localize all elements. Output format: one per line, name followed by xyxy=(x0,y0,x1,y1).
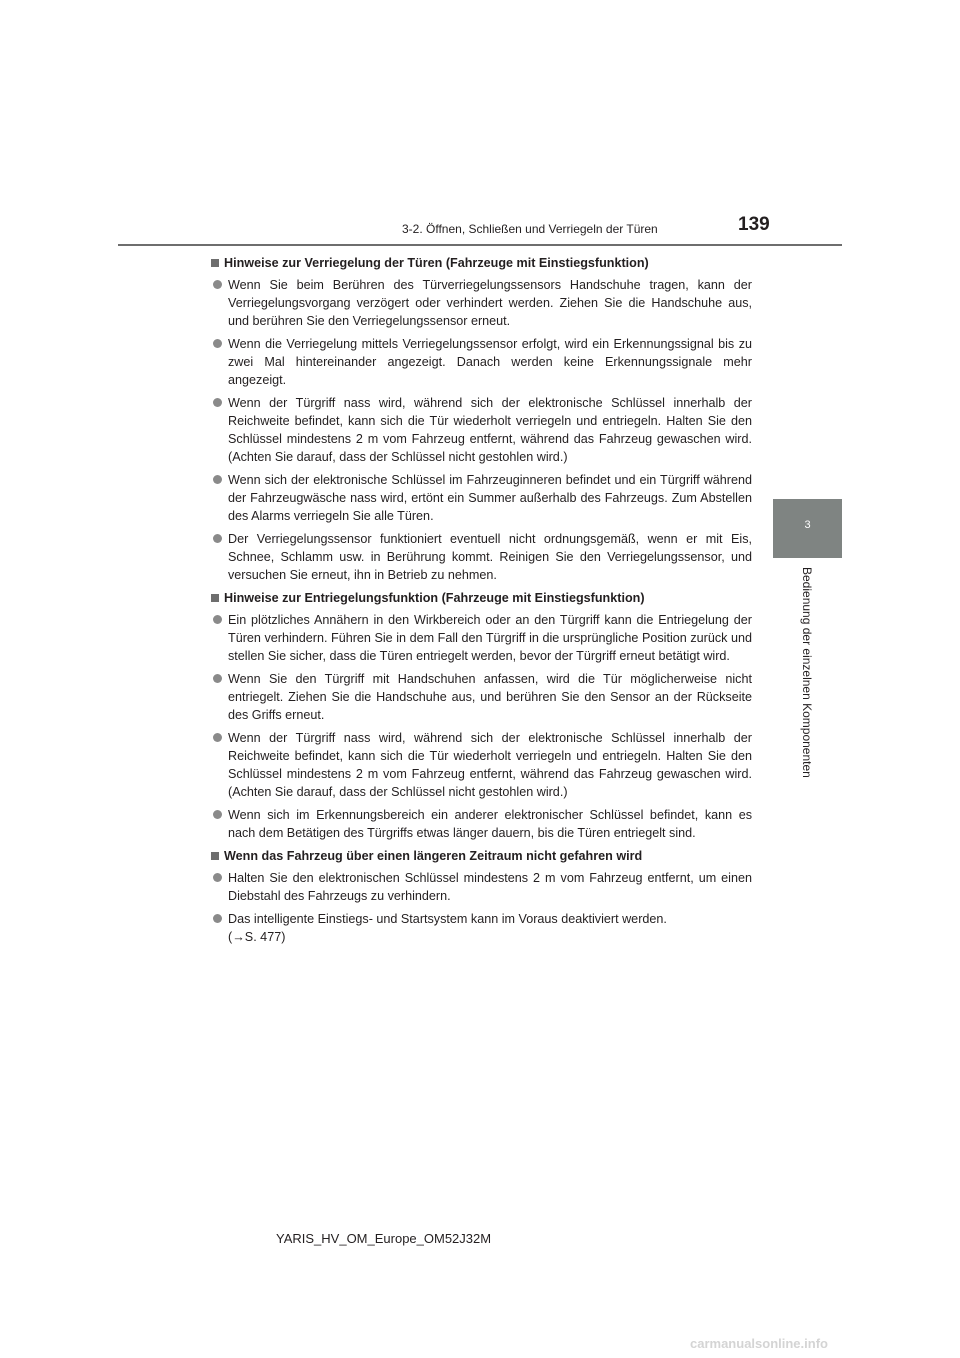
chapter-tab xyxy=(773,499,842,558)
list-item-text: Wenn Sie beim Berühren des Türverriegelungssensors Handschuhe tragen, kann der Verriegelungsvorgang verzögert oder verhindert werden. Ziehen Sie die Handschuhe aus, und berühren Sie den Verriegelungssensor erneut. xyxy=(228,278,752,328)
list-item xyxy=(209,394,752,466)
list-item xyxy=(209,806,752,842)
circle-bullet-icon xyxy=(213,339,222,348)
section-heading-text: Hinweise zur Verriegelung der Türen (Fahrzeuge mit Einstiegsfunktion) xyxy=(224,256,649,270)
list-item-text: Wenn die Verriegelung mittels Verriegelungssensor erfolgt, wird ein Erkennungssignal bis zu zwei Mal hintereinander angezeigt. Danach werden keine Erkennungssignale mehr angezeigt. xyxy=(228,337,752,387)
list-item xyxy=(209,530,752,584)
circle-bullet-icon xyxy=(213,674,222,683)
square-bullet-icon xyxy=(211,594,219,602)
header-rule xyxy=(118,244,842,246)
square-bullet-icon xyxy=(211,852,219,860)
list-item xyxy=(209,729,752,801)
circle-bullet-icon xyxy=(213,873,222,882)
chapter-tab-number: 3 xyxy=(804,519,811,531)
footer-document-id: YARIS_HV_OM_Europe_OM52J32M xyxy=(276,1231,492,1246)
list-item xyxy=(209,910,752,946)
page-reference-link[interactable]: (→S. 477) xyxy=(228,930,286,944)
list-item xyxy=(209,611,752,665)
section-heading xyxy=(209,847,752,865)
chapter-side-label: Bedienung der einzelnen Komponenten xyxy=(800,567,814,778)
list-item-text-main: Das intelligente Einstiegs- und Startsystem kann im Voraus deaktiviert werden. xyxy=(228,912,667,926)
content xyxy=(209,254,752,951)
list-item-text: Wenn sich im Erkennungsbereich ein anderer elektronischer Schlüssel befindet, kann es nach dem Betätigen des Türgriffs etwas länger dauern, bis die Türen entriegelt sind. xyxy=(228,808,752,840)
list-item-text: Halten Sie den elektronischen Schlüssel mindestens 2 m vom Fahrzeug entfernt, um einen Diebstahl des Fahrzeugs zu verhindern. xyxy=(228,871,752,903)
list-item xyxy=(209,335,752,389)
list-item-text: Ein plötzliches Annähern in den Wirkbereich oder an den Türgriff kann die Entriegelung der Türen verhindern. Führen Sie in dem Fall den Türgriff in die ursprüngliche Position zurück und stellen Sie sicher, dass die Türen entriegelt werden, bevor der Türgriff erneut betätigt wird. xyxy=(228,613,752,663)
circle-bullet-icon xyxy=(213,534,222,543)
list-item-text: Wenn der Türgriff nass wird, während sich der elektronische Schlüssel innerhalb der Reichweite befindet, kann sich die Tür wiederholt verriegeln und entriegeln. Halten Sie den Schlüssel mindestens 2 m vom Fahrzeug entfernt, während das Fahrzeug gewaschen wird. (Achten Sie darauf, dass der Schlüssel nicht gestohlen wird.) xyxy=(228,396,752,464)
section-heading xyxy=(209,254,752,272)
list-item-text: Wenn Sie den Türgriff mit Handschuhen anfassen, wird die Tür möglicherweise nicht entriegelt. Ziehen Sie die Handschuhe aus, und berühren Sie den Sensor an der Rückseite des Griffs erneut. xyxy=(228,672,752,722)
circle-bullet-icon xyxy=(213,615,222,624)
header-title: 3-2. Öffnen, Schließen und Verriegeln der Türen xyxy=(402,222,658,236)
list-item-text: Der Verriegelungssensor funktioniert eventuell nicht ordnungsgemäß, wenn er mit Eis, Schnee, Schlamm usw. in Berührung kommt. Reinigen Sie den Verriegelungssensor, und versuchen Sie erneut, ihn in Betrieb zu nehmen. xyxy=(228,532,752,582)
section-heading-text: Hinweise zur Entriegelungsfunktion (Fahrzeuge mit Einstiegsfunktion) xyxy=(224,591,645,605)
watermark: carmanualsonline.info xyxy=(690,1336,828,1351)
circle-bullet-icon xyxy=(213,280,222,289)
section-heading xyxy=(209,589,752,607)
list-item xyxy=(209,869,752,905)
section-locking-notes xyxy=(209,254,752,584)
section-heading-text: Wenn das Fahrzeug über einen längeren Zeitraum nicht gefahren wird xyxy=(224,849,643,863)
circle-bullet-icon xyxy=(213,914,222,923)
list-item xyxy=(209,670,752,724)
list-item xyxy=(209,276,752,330)
list-item-text: Wenn der Türgriff nass wird, während sich der elektronische Schlüssel innerhalb der Reichweite befindet, kann sich die Tür wiederholt verriegeln und entriegeln. Halten Sie den Schlüssel mindestens 2 m vom Fahrzeug entfernt, während das Fahrzeug gewaschen wird. (Achten Sie darauf, dass der Schlüssel nicht gestohlen wird.) xyxy=(228,731,752,799)
square-bullet-icon xyxy=(211,259,219,267)
circle-bullet-icon xyxy=(213,398,222,407)
section-long-term-parking xyxy=(209,847,752,946)
section-unlocking-notes xyxy=(209,589,752,842)
page-number: 139 xyxy=(738,214,770,235)
list-item-text xyxy=(228,910,752,946)
list-item-text: Wenn sich der elektronische Schlüssel im Fahrzeuginneren befindet und ein Türgriff während der Fahrzeugwäsche nass wird, ertönt ein Summer außerhalb des Fahrzeugs. Zum Abstellen des Alarms verriegeln Sie alle Türen. xyxy=(228,473,752,523)
circle-bullet-icon xyxy=(213,733,222,742)
list-item xyxy=(209,471,752,525)
circle-bullet-icon xyxy=(213,810,222,819)
circle-bullet-icon xyxy=(213,475,222,484)
